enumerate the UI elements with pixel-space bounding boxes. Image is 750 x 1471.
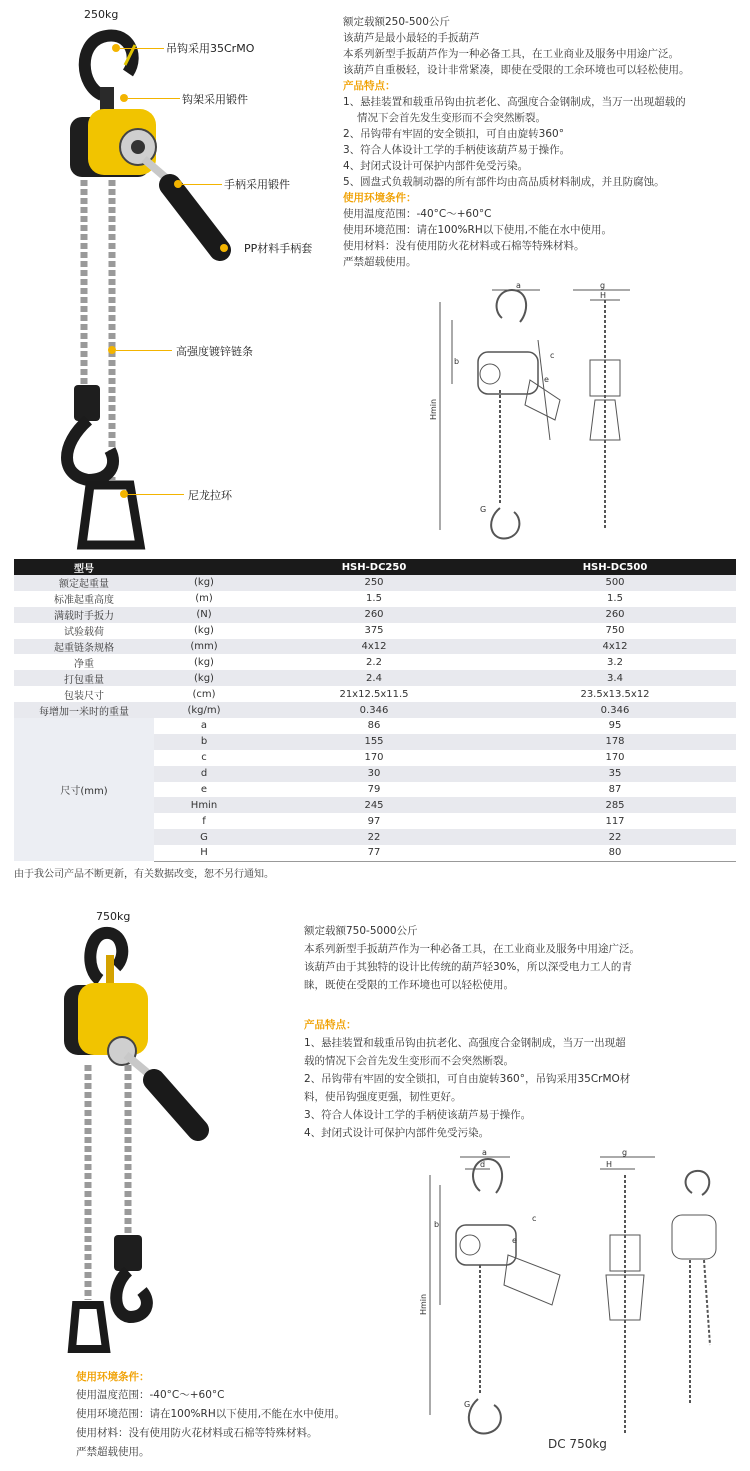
cell: 750 bbox=[494, 623, 736, 639]
cell: e bbox=[154, 782, 254, 798]
cell: 79 bbox=[254, 782, 494, 798]
intro-line: 该葫芦由于其独特的设计比传统的葫芦轻30%，所以深受电力工人的青 bbox=[304, 961, 632, 973]
cell: 30 bbox=[254, 766, 494, 782]
callout-dot bbox=[112, 44, 120, 52]
dim-label-a: a bbox=[482, 1148, 487, 1157]
cell: (cm) bbox=[154, 686, 254, 702]
feature-line: 4、封闭式设计可保护内部件免受污染。 bbox=[304, 1127, 490, 1139]
cell: 标准起重高度 bbox=[14, 591, 154, 607]
callout-dot bbox=[220, 244, 228, 252]
cell: H bbox=[154, 845, 254, 861]
cell: 满载时手扳力 bbox=[14, 607, 154, 623]
dim-label-d: d bbox=[480, 1160, 486, 1169]
cell: 打包重量 bbox=[14, 670, 154, 686]
cell: (N) bbox=[154, 607, 254, 623]
cell: 包装尺寸 bbox=[14, 686, 154, 702]
cell: 170 bbox=[494, 750, 736, 766]
table-row bbox=[14, 591, 736, 607]
dim-label-hmin: Hmin bbox=[429, 398, 438, 420]
intro-line: 本系列新型手扳葫芦作为一种必备工具，在工业商业及服务中用途广泛。 bbox=[304, 943, 640, 955]
table-row bbox=[14, 686, 736, 702]
dim-label-b: b bbox=[434, 1220, 440, 1229]
intro-line: 额定载额250-500公斤 bbox=[343, 16, 450, 28]
cell: 170 bbox=[254, 750, 494, 766]
cell: (kg/m) bbox=[154, 702, 254, 718]
callout-dot bbox=[108, 346, 116, 354]
feature-line: 3、符合人体设计工学的手柄使该葫芦易于操作。 bbox=[304, 1109, 532, 1121]
callout-line bbox=[128, 98, 180, 99]
dim-label-a: a bbox=[516, 281, 521, 290]
table-row bbox=[14, 575, 736, 591]
env-title: 使用环境条件： bbox=[343, 192, 417, 204]
dim-label-hmin: Hmin bbox=[419, 1293, 428, 1315]
dim-label-g: g bbox=[600, 281, 606, 290]
cell: 178 bbox=[494, 734, 736, 750]
feature-line: 3、符合人体设计工学的手柄使该葫芦易于操作。 bbox=[343, 144, 571, 156]
cell: f bbox=[154, 813, 254, 829]
callout-chain: 高强度镀锌链条 bbox=[176, 345, 253, 358]
header-cell: HSH-DC500 bbox=[494, 559, 736, 575]
cell: G bbox=[154, 829, 254, 845]
callout-dot bbox=[174, 180, 182, 188]
cell: 245 bbox=[254, 797, 494, 813]
cell: 22 bbox=[254, 829, 494, 845]
cell: 4x12 bbox=[254, 639, 494, 655]
callout-handle-material: 手柄采用锻件 bbox=[224, 178, 290, 191]
cell: 77 bbox=[254, 845, 494, 861]
feature-line: 2、吊钩带有牢固的安全锁扣，可自由旋转360° bbox=[343, 128, 564, 140]
callout-dot bbox=[120, 94, 128, 102]
cell: 4x12 bbox=[494, 639, 736, 655]
cell: (kg) bbox=[154, 670, 254, 686]
cell: a bbox=[154, 718, 254, 734]
header-cell bbox=[154, 559, 254, 575]
intro-line: 睐，既使在受限的工作环境也可以轻松使用。 bbox=[304, 979, 514, 991]
dim-label-b: b bbox=[454, 357, 460, 366]
cell: 2.2 bbox=[254, 654, 494, 670]
cell: 155 bbox=[254, 734, 494, 750]
dim-label-g: g bbox=[622, 1148, 628, 1157]
callout-frame-material: 钩架采用锻件 bbox=[182, 93, 248, 106]
feature-line: 载的情况下会首先发生变形而不会突然断裂。 bbox=[304, 1055, 514, 1067]
cell: c bbox=[154, 750, 254, 766]
spec-table bbox=[14, 559, 736, 862]
intro-line: 该葫芦自重极轻，设计非常紧凑，即使在受限的工余环境也可以轻松使用。 bbox=[343, 64, 690, 76]
table-row bbox=[14, 607, 736, 623]
callout-pull-ring: 尼龙拉环 bbox=[188, 489, 232, 502]
cell: 23.5x13.5x12 bbox=[494, 686, 736, 702]
table-row bbox=[14, 702, 736, 718]
env-line: 使用环境范围：请在100%RH以下使用,不能在水中使用。 bbox=[76, 1408, 346, 1420]
callout-dot bbox=[120, 490, 128, 498]
cell: 117 bbox=[494, 813, 736, 829]
callout-hook-material: 吊钩采用35CrMO bbox=[166, 42, 255, 55]
cell: 试验载荷 bbox=[14, 623, 154, 639]
callout-line bbox=[120, 48, 164, 49]
callout-line bbox=[182, 184, 222, 185]
cell: (kg) bbox=[154, 575, 254, 591]
dim-label-G: G bbox=[480, 505, 487, 514]
cell: 2.4 bbox=[254, 670, 494, 686]
feature-line: 情况下会首先发生变形而不会突然断裂。 bbox=[357, 112, 546, 124]
cell: 260 bbox=[254, 607, 494, 623]
cell: 3.4 bbox=[494, 670, 736, 686]
cell: 22 bbox=[494, 829, 736, 845]
cell: 0.346 bbox=[494, 702, 736, 718]
hoist-750-illustration bbox=[50, 925, 220, 1365]
dim-label-h: H bbox=[600, 291, 607, 300]
env-line: 使用材料：没有使用防火花材料或石棉等特殊材料。 bbox=[76, 1427, 318, 1439]
header-cell: 型号 bbox=[14, 559, 154, 575]
cell: 260 bbox=[494, 607, 736, 623]
cell: 87 bbox=[494, 782, 736, 798]
intro-line: 额定载额750-5000公斤 bbox=[304, 925, 418, 937]
intro-line: 本系列新型手扳葫芦作为一种必备工具，在工业商业及服务中用途广泛。 bbox=[343, 48, 679, 60]
model-tag-750: 750kg bbox=[96, 910, 131, 923]
env-line: 严禁超载使用。 bbox=[343, 256, 417, 268]
cell: 额定起重量 bbox=[14, 575, 154, 591]
cell: 80 bbox=[494, 845, 736, 861]
env-line: 严禁超载使用。 bbox=[76, 1446, 150, 1458]
dimension-diagram-250 bbox=[430, 280, 650, 548]
env-line: 使用温度范围：-40°C～+60°C bbox=[76, 1389, 225, 1401]
dim-label-e: e bbox=[544, 375, 549, 384]
cell: 375 bbox=[254, 623, 494, 639]
callout-line bbox=[128, 494, 184, 495]
dimension-diagram-750 bbox=[420, 1145, 730, 1455]
header-cell: HSH-DC250 bbox=[254, 559, 494, 575]
cell: 每增加一米时的重量 bbox=[14, 702, 154, 718]
cell: (kg) bbox=[154, 654, 254, 670]
dim-label-G: G bbox=[464, 1400, 471, 1409]
cell: 86 bbox=[254, 718, 494, 734]
cell: b bbox=[154, 734, 254, 750]
cell: (mm) bbox=[154, 639, 254, 655]
cell: 35 bbox=[494, 766, 736, 782]
dim-group-label: 尺寸(mm) bbox=[14, 718, 154, 861]
dim-label-h: H bbox=[606, 1160, 613, 1169]
bottom-env bbox=[76, 1368, 345, 1462]
table-row bbox=[14, 639, 736, 655]
top-description bbox=[343, 14, 690, 270]
cell: 1.5 bbox=[494, 591, 736, 607]
cell: 95 bbox=[494, 718, 736, 734]
cell: 起重链条规格 bbox=[14, 639, 154, 655]
env-line: 使用材料：没有使用防火花材料或石棉等特殊材料。 bbox=[343, 240, 585, 252]
dim-label-c: c bbox=[532, 1214, 537, 1223]
diagram-caption: DC 750kg bbox=[548, 1437, 607, 1451]
table-row bbox=[14, 670, 736, 686]
env-line: 使用环境范围：请在100%RH以下使用,不能在水中使用。 bbox=[343, 224, 613, 236]
env-line: 使用温度范围：-40°C～+60°C bbox=[343, 208, 492, 220]
callout-line bbox=[116, 350, 172, 351]
cell: 0.346 bbox=[254, 702, 494, 718]
feature-line: 料，使吊钩强度更强，韧性更好。 bbox=[304, 1091, 462, 1103]
dim-label-c: c bbox=[550, 351, 555, 360]
callout-handle-sleeve: PP材料手柄套 bbox=[244, 242, 313, 255]
cell: Hmin bbox=[154, 797, 254, 813]
table-note: 由于我公司产品不断更新，有关数据改变，恕不另行通知。 bbox=[14, 869, 274, 880]
table-row bbox=[14, 718, 736, 734]
features-title: 产品特点： bbox=[343, 80, 396, 92]
features-title: 产品特点： bbox=[304, 1019, 357, 1031]
feature-line: 1、悬挂装置和载重吊钩由抗老化、高强度合金钢制成，当万一出现超载的 bbox=[343, 96, 686, 108]
intro-line: 该葫芦是最小最轻的手扳葫芦 bbox=[343, 32, 480, 44]
feature-line: 1、悬挂装置和载重吊钩由抗老化、高强度合金钢制成，当万一出现超 bbox=[304, 1037, 626, 1049]
env-title: 使用环境条件： bbox=[76, 1371, 150, 1383]
cell: 21x12.5x11.5 bbox=[254, 686, 494, 702]
feature-line: 2、吊钩带有牢固的安全锁扣，可自由旋转360°，吊钩采用35CrMO材 bbox=[304, 1073, 631, 1085]
cell: 1.5 bbox=[254, 591, 494, 607]
bottom-description bbox=[304, 922, 640, 1142]
cell: 500 bbox=[494, 575, 736, 591]
table-row bbox=[14, 623, 736, 639]
cell: 97 bbox=[254, 813, 494, 829]
cell: 250 bbox=[254, 575, 494, 591]
feature-line: 5、圆盘式负载制动器的所有部件均由高品质材料制成，并且防腐蚀。 bbox=[343, 176, 665, 188]
cell: (m) bbox=[154, 591, 254, 607]
table-row bbox=[14, 654, 736, 670]
cell: d bbox=[154, 766, 254, 782]
cell: 净重 bbox=[14, 654, 154, 670]
cell: (kg) bbox=[154, 623, 254, 639]
cell: 285 bbox=[494, 797, 736, 813]
dim-label-e: e bbox=[512, 1236, 517, 1245]
feature-line: 4、封闭式设计可保护内部件免受污染。 bbox=[343, 160, 529, 172]
table-header-row bbox=[14, 559, 736, 575]
model-tag-250: 250kg bbox=[84, 8, 119, 21]
cell: 3.2 bbox=[494, 654, 736, 670]
